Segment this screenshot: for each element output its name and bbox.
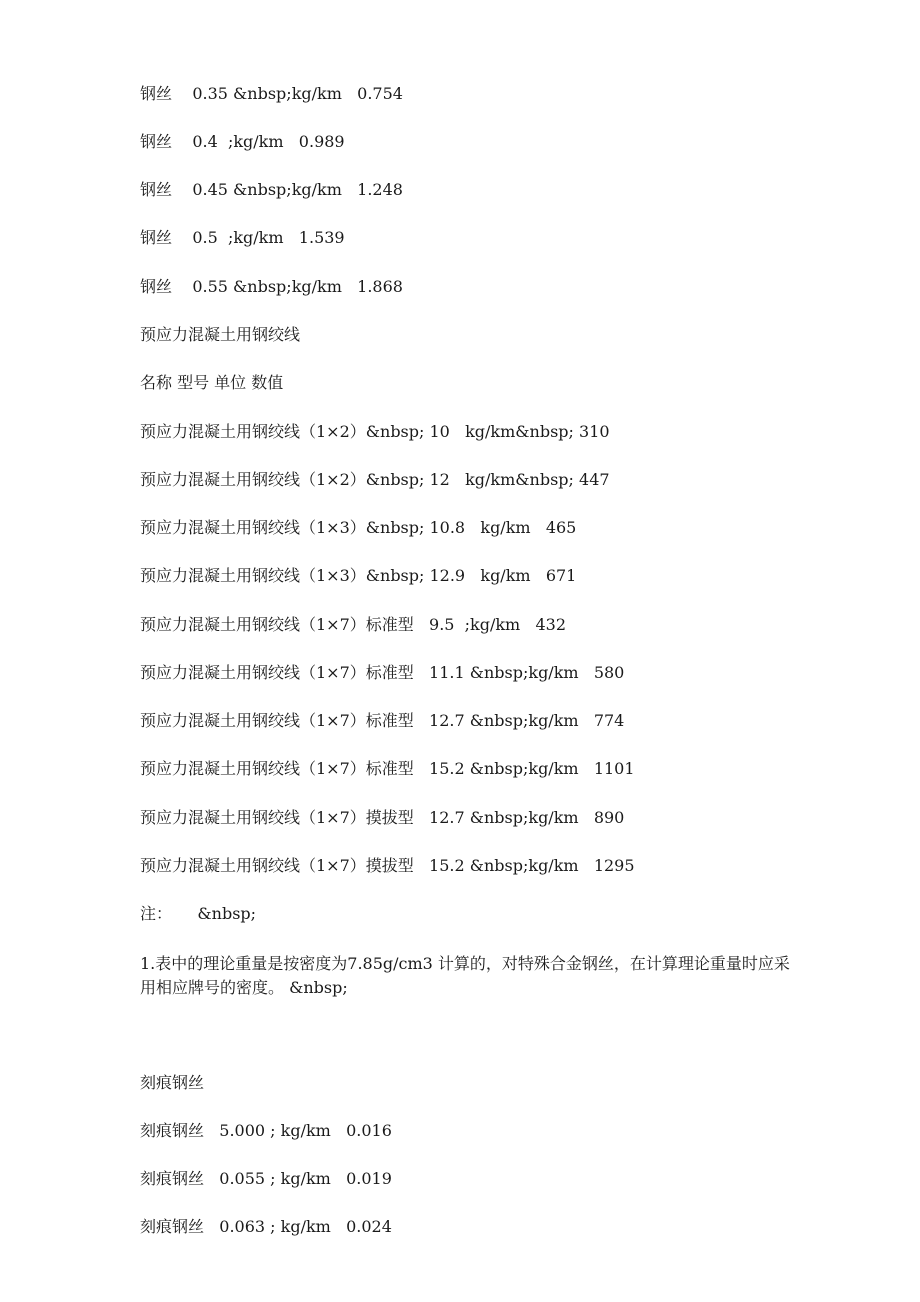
steel-wire-row: 钢丝 0.35 &nbsp;kg/km 0.754 [140, 84, 403, 103]
indented-wire-section-title: 刻痕钢丝 [140, 1073, 205, 1092]
strand-row: 预应力混凝土用钢绞线（1×3）&nbsp; 10.8 kg/km 465 [140, 518, 577, 537]
indented-wire-row: 刻痕钢丝 0.055 ; kg/km 0.019 [140, 1169, 392, 1188]
strand-row: 预应力混凝土用钢绞线（1×3）&nbsp; 12.9 kg/km 671 [140, 566, 577, 585]
strand-row: 预应力混凝土用钢绞线（1×2）&nbsp; 12 kg/km&nbsp; 447 [140, 470, 610, 489]
steel-wire-row: 钢丝 0.5 ;kg/km 1.539 [140, 228, 345, 247]
strand-row: 预应力混凝土用钢绞线（1×7）标准型 15.2 &nbsp;kg/km 1101 [140, 759, 635, 778]
steel-wire-row: 钢丝 0.45 &nbsp;kg/km 1.248 [140, 180, 403, 199]
strand-row: 预应力混凝土用钢绞线（1×2）&nbsp; 10 kg/km&nbsp; 310 [140, 422, 610, 441]
steel-wire-row: 钢丝 0.4 ;kg/km 0.989 [140, 132, 345, 151]
steel-wire-row: 钢丝 0.55 &nbsp;kg/km 1.868 [140, 277, 403, 296]
indented-wire-row: 刻痕钢丝 5.000 ; kg/km 0.016 [140, 1121, 392, 1140]
indented-wire-row: 刻痕钢丝 0.063 ; kg/km 0.024 [140, 1217, 392, 1236]
strand-section-title: 预应力混凝土用钢绞线 [140, 325, 301, 344]
strand-row: 预应力混凝土用钢绞线（1×7）标准型 11.1 &nbsp;kg/km 580 [140, 663, 625, 682]
strand-row: 预应力混凝土用钢绞线（1×7）标准型 12.7 &nbsp;kg/km 774 [140, 711, 625, 730]
strand-table-header: 名称 型号 单位 数值 [140, 373, 284, 392]
strand-row: 预应力混凝土用钢绞线（1×7）摸拔型 15.2 &nbsp;kg/km 1295 [140, 856, 635, 875]
strand-row: 预应力混凝土用钢绞线（1×7）标准型 9.5 ;kg/km 432 [140, 615, 567, 634]
note-text: 1.表中的理论重量是按密度为7.85g/cm3 计算的，对特殊合金钢丝，在计算理论重量时应采用相应牌号的密度。 &nbsp; [140, 954, 790, 997]
note-label: 注： &nbsp; [140, 904, 257, 923]
strand-row: 预应力混凝土用钢绞线（1×7）摸拔型 12.7 &nbsp;kg/km 890 [140, 808, 625, 827]
